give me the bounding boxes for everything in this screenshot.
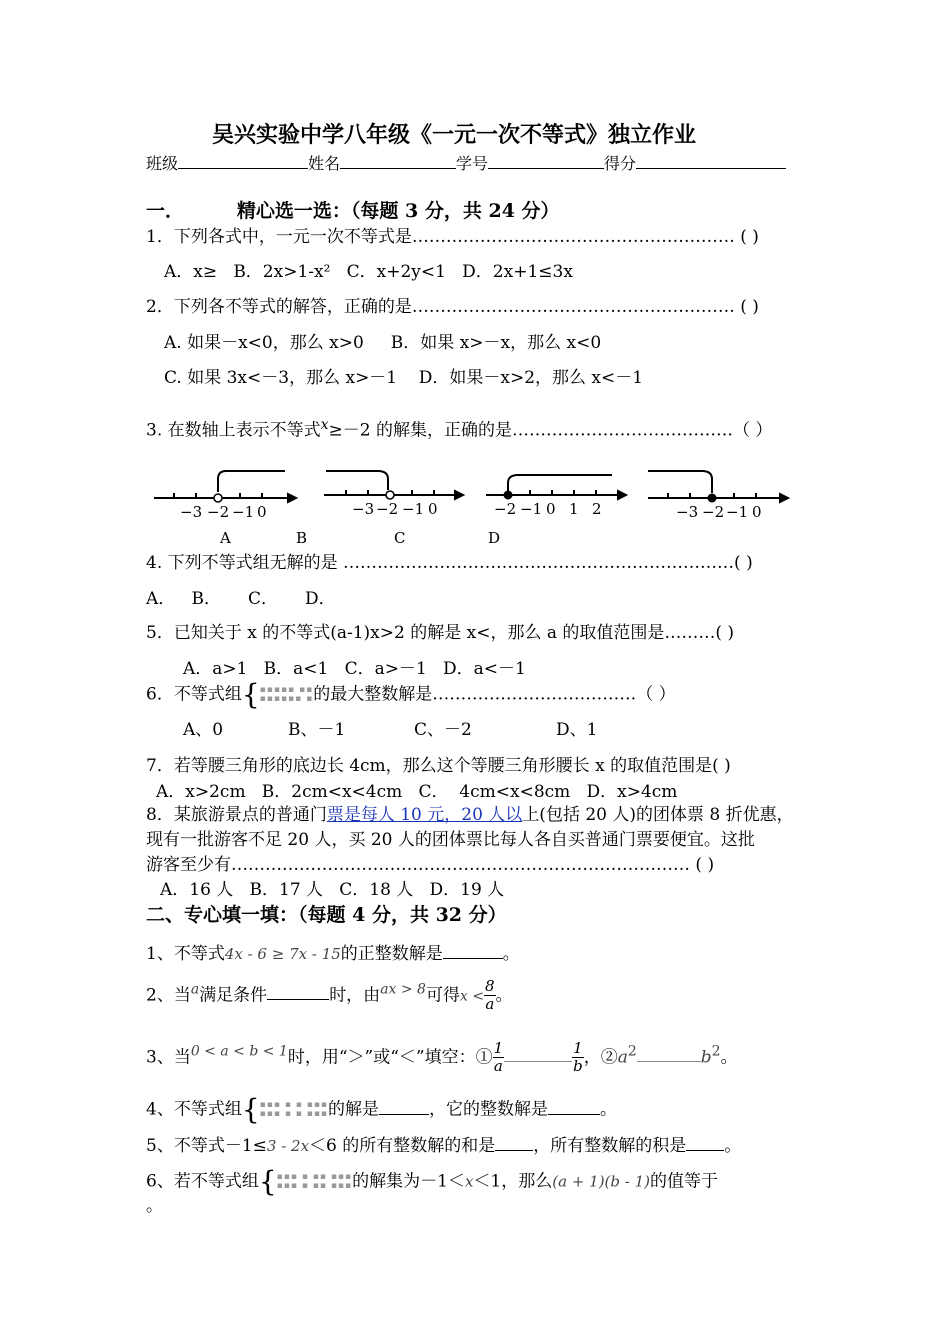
numberline-b-open-dot [386, 491, 394, 499]
fill-4-pre: 4、不等式组 [146, 1099, 242, 1120]
fill-6-system-brace: { [258, 1165, 277, 1198]
fill-3-num2: 1 [573, 1039, 583, 1057]
q5-stem: 5．已知关于 x 的不等式(a-1)x>2 的解是 x<，那么 a 的取值范围是………( ) [146, 623, 735, 643]
q6-system-brace: { [241, 678, 260, 711]
numberline-c-closed-dot [504, 491, 512, 499]
fill-3-rhs-exp: 2 [711, 1043, 721, 1060]
tick-c-3: 0 [546, 500, 556, 518]
q4-stem: 4. 下列不等式组无解的是 ……………………………………………………………( ) [146, 553, 753, 573]
q2-options-cd: C. 如果 3x<－3，那么 x>－1 D．如果－x>2，那么 x<－1 [164, 368, 644, 388]
numberline-d-arrow [780, 494, 788, 502]
q6-option-c: C、－2 [414, 720, 472, 740]
tick-a-3: −1 [232, 503, 255, 521]
tick-b-1: −3 [352, 500, 375, 518]
numberline-a-arrow [288, 494, 296, 502]
fill-5-mid: ＜6 的所有整数解的和是 [309, 1136, 496, 1156]
fill-2-lhs: x < [459, 988, 485, 1005]
tick-c-5: 2 [592, 500, 602, 518]
fill-6-pre: 6、若不等式组 [146, 1171, 259, 1192]
q1-options: A．x≥ B．2x>1-x² C．x+2y<1 D．2x+1≤3x [164, 262, 573, 282]
tick-d-1: −3 [676, 503, 699, 521]
number-blank[interactable] [488, 152, 604, 169]
fill-4-mid2: ，它的整数解是 [429, 1099, 549, 1120]
score-blank[interactable] [636, 152, 786, 169]
fill-5-expr: 3 - 2x [266, 1137, 310, 1155]
fill-6-var: x [464, 1172, 474, 1191]
fill-2-blank[interactable] [267, 983, 329, 1000]
q6-option-b: B、－1 [288, 720, 346, 740]
q8-line1 [146, 805, 794, 825]
fill-1-expr: 4x - 6 ≥ 7x - 15 [224, 945, 341, 963]
fill-3-cond: 0 < a < b < 1 [190, 1043, 288, 1060]
fill-4-end: 。 [600, 1099, 618, 1120]
tick-c-2: −1 [520, 500, 543, 518]
fill-6-system-image: ▪▪▪ ▪ ▪▪ ▪▪▪ ▪▪▪ ▪ ▪▪ ▪▪▪ [276, 1172, 353, 1191]
q8-hyperlink[interactable]: 票是每人 10 元，20 人以 [326, 805, 523, 825]
section2-heading: 二、专心填一填：（每题 4 分，共 32 分） [146, 904, 507, 926]
q5-options: A．a>1 B．a<1 C．a>－1 D．a<－1 [183, 659, 526, 679]
q6-stem-post: 的最大整数解是………………………………（ ） [313, 684, 676, 705]
fill-3-sep: ，② [583, 1047, 618, 1068]
name-blank[interactable] [340, 152, 456, 169]
fill-4 [146, 1093, 618, 1126]
numberline-b-solution-ray [326, 471, 388, 490]
fill-3-blank2[interactable] [637, 1045, 701, 1062]
q8-line1-post: 上(包括 20 人)的团体票 8 折优惠， [522, 805, 794, 825]
fill-3-frac2 [572, 1040, 584, 1076]
fill-2 [146, 978, 513, 1014]
student-info-line [146, 152, 786, 173]
fill-2-mid: 满足条件 [199, 985, 268, 1006]
fill-2-den: a [485, 995, 495, 1014]
fill-2-end: 。 [495, 985, 513, 1006]
fill-6-mid2: ＜1，那么 [473, 1171, 553, 1192]
tick-a-1: −3 [180, 503, 203, 521]
fill-5-blank1[interactable] [495, 1134, 533, 1151]
q8-line1-pre: 8．某旅游景点的普通门 [146, 805, 327, 825]
q1-stem: 1．下列各式中，一元一次不等式是………………………………………………… ( ) [146, 227, 759, 247]
fill-3-rhs: b [700, 1047, 712, 1068]
fill-4-mid: 的解是 [328, 1099, 380, 1120]
numberline-label-a: A [220, 529, 231, 547]
fill-3-pre: 3、当 [146, 1047, 191, 1068]
q7-stem: 7．若等腰三角形的底边长 4cm，那么这个等腰三角形腰长 x 的取值范围是( ) [146, 756, 731, 776]
fill-2-mid3: 可得 [425, 985, 460, 1006]
tick-a-2: −2 [207, 503, 230, 521]
fill-3-blank1[interactable] [504, 1045, 572, 1062]
fill-2-mid2: 时，由 [329, 985, 381, 1006]
tick-c-4: 1 [569, 500, 579, 518]
tick-c-1: −2 [494, 500, 517, 518]
fill-1-blank[interactable] [443, 942, 503, 959]
fill-2-expr: ax > 8 [380, 981, 426, 998]
fill-5-end: 。 [724, 1136, 742, 1156]
name-label: 姓名 [308, 154, 341, 173]
q3-stem-pre: 3. 在数轴上表示不等式 [146, 420, 321, 441]
fill-4-system-image: ▪▪▪ ▪ ▪ ▪▪▪ ▪▪▪ ▪ ▪ ▪▪▪ [259, 1100, 329, 1119]
fill-1-post: 的正整数解是 [340, 944, 443, 964]
fill-6-mid: 的解集为－1＜ [352, 1171, 465, 1192]
q4-options: A． B． C． D． [146, 589, 336, 609]
q3-number-lines [140, 455, 800, 550]
numberline-b-arrow [455, 491, 463, 499]
numberline-label-c: C [394, 529, 406, 547]
q2-options-ab: A. 如果－x<0，那么 x>0 B．如果 x>－x，那么 x<0 [164, 333, 602, 353]
fill-1-pre: 1、不等式 [146, 944, 225, 964]
class-label: 班级 [146, 154, 179, 173]
fill-3-num1: 1 [493, 1039, 504, 1057]
fill-3-frac1 [493, 1040, 505, 1076]
fill-3-lhs-exp: 2 [627, 1043, 637, 1060]
fill-3 [146, 1040, 738, 1076]
q3-stem [146, 417, 772, 441]
tick-b-3: −1 [402, 500, 425, 518]
fill-3-mid: 时，用“＞”或“＜”填空：① [287, 1047, 493, 1068]
numberline-a-open-dot [214, 494, 222, 502]
numberline-label-d: D [488, 529, 501, 547]
numberline-d-closed-dot [708, 494, 716, 502]
fill-6 [146, 1165, 719, 1198]
fill-2-fraction [484, 978, 496, 1014]
fill-1 [146, 942, 520, 964]
fill-3-end: 。 [720, 1047, 738, 1068]
q6-option-d: D、1 [556, 720, 598, 740]
fill-6-expr: (a + 1)(b - 1) [552, 1172, 651, 1191]
numberline-d-solution-ray [648, 471, 712, 493]
fill-4-blank1[interactable] [379, 1098, 429, 1115]
fill-2-var: a [190, 981, 200, 998]
fill-5 [146, 1134, 741, 1156]
score-label: 得分 [604, 154, 637, 173]
fill-4-system-brace: { [241, 1093, 260, 1126]
q6-stem-pre: 6．不等式组 [146, 684, 242, 705]
tick-a-4: 0 [257, 503, 267, 521]
q6-system-image: ▪▪▪▪▪ ▪▪ ▪▪▪▪▪▪ ▪ [259, 685, 314, 704]
tick-d-2: −2 [702, 503, 725, 521]
numberline-a-solution-ray [218, 471, 285, 492]
q7-options: A．x>2cm B．2cm<x<4cm C． 4cm<x<8cm D．x>4cm [156, 782, 678, 802]
tick-b-4: 0 [428, 500, 438, 518]
numberline-c-arrow [618, 491, 626, 499]
number-label: 学号 [456, 154, 489, 173]
fill-3-den2: b [573, 1057, 583, 1076]
class-blank[interactable] [178, 152, 308, 169]
fill-5-blank2[interactable] [686, 1134, 724, 1151]
fill-2-pre: 2、当 [146, 985, 191, 1006]
fill-4-blank2[interactable] [548, 1098, 600, 1115]
fill-6-post: 的值等于 [650, 1171, 719, 1192]
fill-3-lhs: a [617, 1047, 628, 1068]
q3-var: x [320, 417, 329, 433]
tick-b-2: −2 [376, 500, 399, 518]
numberline-label-b: B [296, 529, 308, 547]
q6-stem [146, 678, 676, 711]
fill-5-mid2: ，所有整数解的积是 [533, 1136, 687, 1156]
fill-3-den1: a [493, 1057, 503, 1076]
numberline-c-solution-ray [508, 475, 612, 491]
q8-line2: 现有一批游客不足 20 人，买 20 人的团体票比每人各自买普通门票要便宜。这批 [146, 830, 755, 850]
fill-1-end: 。 [502, 944, 520, 964]
section1-heading: 一． 精心选一选：（每题 3 分，共 24 分） [146, 200, 560, 222]
page-title: 吴兴实验中学八年级《一元一次不等式》独立作业 [212, 122, 697, 148]
tick-d-4: 0 [752, 503, 762, 521]
tick-d-3: −1 [726, 503, 749, 521]
q8-options: A．16 人 B．17 人 C．18 人 D．19 人 [160, 880, 505, 900]
fill-2-num: 8 [485, 977, 495, 995]
q8-line3: 游客至少有……………………………………………………………………… ( ) [146, 855, 715, 875]
q6-option-a: A、0 [183, 720, 224, 740]
fill-5-pre: 5、不等式－1≤ [146, 1136, 267, 1156]
q3-stem-post: ≥－2 的解集，正确的是…………………………………（ ） [328, 420, 773, 441]
q2-stem: 2．下列各不等式的解答，正确的是………………………………………………… ( ) [146, 297, 759, 317]
fill-6-line2: 。 [146, 1196, 163, 1216]
